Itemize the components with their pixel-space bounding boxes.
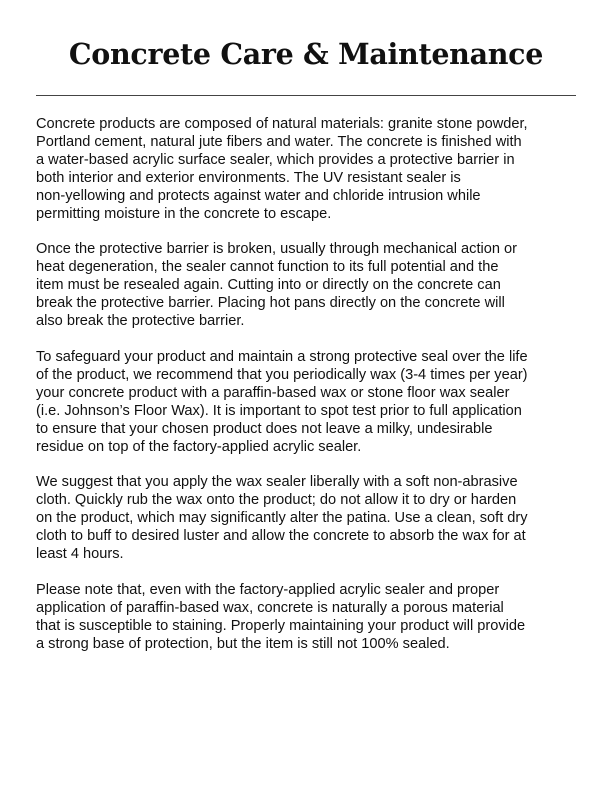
- text-line: heat degeneration, the sealer cannot function to its full potential and the: [36, 259, 499, 276]
- text-line: permitting moisture in the concrete to escape.: [36, 205, 332, 222]
- text-line: To safeguard your product and maintain a strong protective seal over the life: [36, 348, 528, 365]
- text-line: to ensure that your chosen product does not leave a milky, undesirable: [36, 420, 493, 437]
- text-line: least 4 hours.: [36, 546, 124, 563]
- text-line: of the product, we recommend that you periodically wax (3-4 times per year): [36, 366, 528, 383]
- text-line: Once the protective barrier is broken, usually through mechanical action or: [36, 241, 518, 258]
- text-line: We suggest that you apply the wax sealer liberally with a soft non-abrasive: [36, 474, 518, 491]
- text-line: Portland cement, natural jute fibers and water. The concrete is finished with: [36, 133, 522, 150]
- text-line: residue on top of the factory-applied acrylic sealer.: [36, 438, 362, 455]
- text-line: application of paraffin-based wax, concrete is naturally a porous material: [36, 599, 504, 616]
- text-line: Concrete products are composed of natural materials: granite stone powder,: [36, 116, 528, 132]
- page-title: Concrete Care & Maintenance: [68, 37, 544, 71]
- paragraph-staining-note: [36, 582, 576, 654]
- text-line: on the product, which may significantly alter the patina. Use a clean, soft dry: [36, 510, 528, 527]
- text-line: a water-based acrylic surface sealer, which provides a protective barrier in: [36, 151, 515, 168]
- paragraph-barrier: [36, 241, 576, 331]
- text-line: break the protective barrier. Placing hot pans directly on the concrete will: [36, 295, 505, 312]
- text-line: that is susceptible to staining. Properly maintaining your product will provide: [36, 617, 526, 634]
- text-line: both interior and exterior environments. The UV resistant sealer is: [36, 169, 461, 186]
- text-line: cloth to buff to desired luster and allow the concrete to absorb the wax for at: [36, 528, 526, 545]
- paragraph-wax-application: [36, 474, 576, 564]
- text-line: a strong base of protection, but the item is still not 100% sealed.: [36, 635, 450, 652]
- text-line: (i.e. Johnson’s Floor Wax). It is important to spot test prior to full application: [36, 402, 522, 419]
- text-line: non-yellowing and protects against water and chloride intrusion while: [36, 187, 481, 204]
- text-line: your concrete product with a paraffin-based wax or stone floor wax sealer: [36, 384, 510, 401]
- text-line: Please note that, even with the factory-applied acrylic sealer and proper: [36, 581, 500, 598]
- paragraph-safeguard: [36, 349, 576, 456]
- title-divider: [36, 95, 576, 96]
- document-body: [36, 116, 576, 672]
- text-line: also break the protective barrier.: [36, 313, 245, 330]
- paragraph-materials: [36, 116, 576, 223]
- text-line: cloth. Quickly rub the wax onto the product; do not allow it to dry or harden: [36, 492, 517, 509]
- text-line: item must be resealed again. Cutting into or directly on the concrete can: [36, 277, 501, 294]
